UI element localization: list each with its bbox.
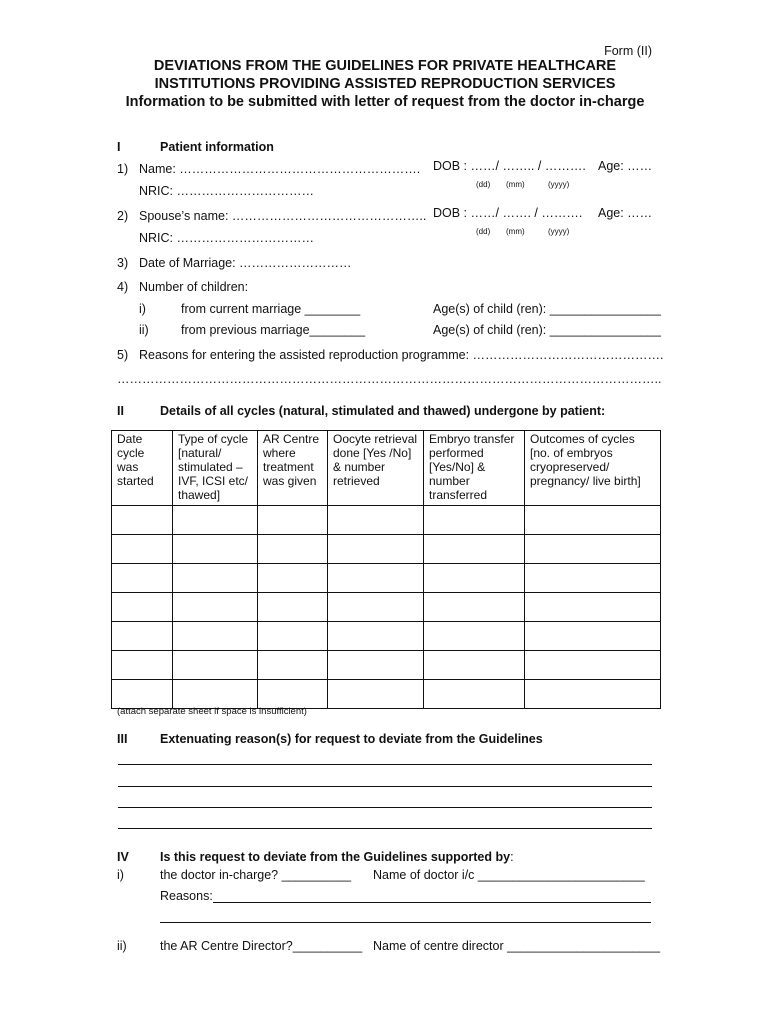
item-iv-ii-number: ii) — [117, 939, 127, 953]
children-label: Number of children: — [139, 280, 249, 294]
cycle-cell[interactable] — [258, 680, 328, 709]
children-current-ages-field[interactable]: Age(s) of child (ren): ________________ — [433, 302, 661, 316]
cycle-cell[interactable] — [173, 564, 258, 593]
section-3-heading: Extenuating reason(s) for request to deviate from the Guidelines — [160, 732, 543, 746]
cycle-cell[interactable] — [525, 535, 661, 564]
cycle-cell[interactable] — [525, 593, 661, 622]
cycle-cell[interactable] — [525, 622, 661, 651]
extenuating-reason-line-2[interactable] — [118, 786, 652, 787]
cycle-cell[interactable] — [328, 506, 424, 535]
column-header-date-started: Date cycle was started — [112, 431, 173, 506]
cycle-row — [112, 535, 661, 564]
spouse-dob-field[interactable]: DOB : ……/ ……. / ………. — [433, 206, 583, 220]
section-2-number: II — [117, 404, 124, 418]
marriage-date-field[interactable]: Date of Marriage: ……………………… — [139, 256, 352, 270]
cycle-cell[interactable] — [258, 593, 328, 622]
cycle-cell[interactable] — [112, 651, 173, 680]
spouse-nric-field[interactable]: NRIC: …………………………… — [139, 231, 314, 245]
spouse-dob-dd-hint: (dd) — [476, 227, 491, 236]
children-previous-marriage-field[interactable]: from previous marriage________ — [181, 323, 366, 337]
doctor-incharge-support-field[interactable]: the doctor in-charge? __________ — [160, 868, 352, 882]
item-3-number: 3) — [117, 256, 129, 270]
item-1-number: 1) — [117, 162, 129, 176]
spouse-name-field[interactable]: Spouse’s name: ……………………………………….. — [139, 209, 427, 223]
cycle-cell[interactable] — [112, 535, 173, 564]
cycle-row — [112, 564, 661, 593]
cycle-cell[interactable] — [328, 622, 424, 651]
attach-sheet-note: (attach separate sheet if space is insufficient) — [117, 706, 307, 717]
extenuating-reason-line-4[interactable] — [118, 828, 652, 829]
cycle-cell[interactable] — [173, 593, 258, 622]
form-title-line-1: DEVIATIONS FROM THE GUIDELINES FOR PRIVATE HEALTHCARE — [153, 58, 617, 74]
extenuating-reason-line-3[interactable] — [118, 807, 652, 808]
cycle-cell[interactable] — [258, 506, 328, 535]
section-1-heading: Patient information — [160, 140, 274, 154]
cycle-cell[interactable] — [258, 651, 328, 680]
cycle-cell[interactable] — [328, 651, 424, 680]
section-4-colon: : — [510, 850, 514, 864]
centre-director-support-field[interactable]: the AR Centre Director?__________ — [160, 939, 363, 953]
form-title-line-2: INSTITUTIONS PROVIDING ASSISTED REPRODUCTION SERVICES — [154, 76, 616, 92]
cycle-cell[interactable] — [173, 535, 258, 564]
item-5-number: 5) — [117, 348, 129, 362]
cycle-cell[interactable] — [112, 593, 173, 622]
cycle-cell[interactable] — [424, 506, 525, 535]
column-header-cycle-type: Type of cycle [natural/ stimulated – IVF, ICSI etc/ thawed] — [173, 431, 258, 506]
cycle-cell[interactable] — [424, 680, 525, 709]
cycle-cell[interactable] — [258, 564, 328, 593]
item-4-number: 4) — [117, 280, 129, 294]
cycle-cell[interactable] — [328, 593, 424, 622]
cycle-cell[interactable] — [525, 506, 661, 535]
cycle-cell[interactable] — [258, 535, 328, 564]
spouse-dob-yyyy-hint: (yyyy) — [548, 227, 570, 236]
column-header-oocyte-retrieval: Oocyte retrieval done [Yes /No] & number retrieved — [328, 431, 424, 506]
item-iv-i-number: i) — [117, 868, 124, 882]
patient-nric-field[interactable]: NRIC: …………………………… — [139, 184, 314, 198]
patient-name-field[interactable]: Name: …………………………………………………. — [139, 162, 421, 176]
column-header-outcomes: Outcomes of cycles [no. of embryos cryopreserved/ pregnancy/ live birth] — [525, 431, 661, 506]
patient-age-field[interactable]: Age: …… — [598, 159, 653, 173]
cycle-cell[interactable] — [173, 651, 258, 680]
cycle-cell[interactable] — [173, 622, 258, 651]
section-4-heading: Is this request to deviate from the Guidelines supported by — [160, 850, 511, 864]
spouse-dob-mm-hint: (mm) — [506, 227, 525, 236]
cycle-cell[interactable] — [424, 622, 525, 651]
doctor-name-field[interactable]: Name of doctor i/c ________________________ — [373, 868, 645, 882]
section-1-number: I — [117, 140, 121, 154]
item-2-number: 2) — [117, 209, 129, 223]
children-current-number: i) — [139, 302, 146, 316]
cycle-cell[interactable] — [525, 651, 661, 680]
cycle-cell[interactable] — [424, 593, 525, 622]
reasons-field[interactable]: Reasons for entering the assisted reproduction programme: ………………………………………. — [139, 348, 664, 362]
patient-dob-field[interactable]: DOB : ……/ …….. / ………. — [433, 159, 586, 173]
column-header-ar-centre: AR Centre where treatment was given — [258, 431, 328, 506]
section-3-number: III — [117, 732, 128, 746]
cycle-cell[interactable] — [112, 680, 173, 709]
children-previous-ages-field[interactable]: Age(s) of child (ren): ________________ — [433, 323, 661, 337]
cycle-cell[interactable] — [258, 622, 328, 651]
spouse-age-field[interactable]: Age: …… — [598, 206, 653, 220]
cycle-cell[interactable] — [525, 680, 661, 709]
cycle-cell[interactable] — [112, 622, 173, 651]
form-subtitle: Information to be submitted with letter of request from the doctor in-charge — [125, 94, 645, 110]
cycle-cell[interactable] — [525, 564, 661, 593]
section-4-number: IV — [117, 850, 129, 864]
cycle-row — [112, 651, 661, 680]
cycle-cell[interactable] — [328, 535, 424, 564]
cycle-cell[interactable] — [112, 564, 173, 593]
section-4-heading-wrap — [160, 850, 514, 864]
form-number: Form (II) — [604, 44, 652, 58]
cycle-row — [112, 593, 661, 622]
dob-dd-hint: (dd) — [476, 180, 491, 189]
extenuating-reason-line-1[interactable] — [118, 764, 652, 765]
doctor-reasons-line-2[interactable] — [160, 922, 651, 923]
children-current-marriage-field[interactable]: from current marriage ________ — [181, 302, 361, 316]
cycle-cell[interactable] — [424, 564, 525, 593]
cycle-row — [112, 506, 661, 535]
column-header-embryo-transfer: Embryo transfer performed [Yes/No] & number transferred — [424, 431, 525, 506]
children-previous-number: ii) — [139, 323, 149, 337]
cycle-cell[interactable] — [424, 535, 525, 564]
cycle-cell[interactable] — [173, 506, 258, 535]
cycle-cell[interactable] — [328, 564, 424, 593]
cycle-cell[interactable] — [424, 651, 525, 680]
reasons-label: Reasons: — [160, 889, 213, 903]
cycle-row — [112, 680, 661, 709]
cycles-table — [111, 430, 661, 709]
cycle-cell[interactable] — [112, 506, 173, 535]
dob-mm-hint: (mm) — [506, 180, 525, 189]
doctor-reasons-line-1[interactable] — [213, 902, 651, 903]
cycle-row — [112, 622, 661, 651]
section-2-heading: Details of all cycles (natural, stimulated and thawed) undergone by patient: — [160, 404, 606, 418]
centre-director-name-field[interactable]: Name of centre director ______________________ — [373, 939, 661, 953]
dob-yyyy-hint: (yyyy) — [548, 180, 570, 189]
cycle-cell[interactable] — [173, 680, 258, 709]
reasons-continuation-field[interactable]: ………………………………………………………………………………………………………………….. — [117, 372, 662, 386]
cycles-table-header — [112, 431, 661, 506]
cycle-cell[interactable] — [328, 680, 424, 709]
